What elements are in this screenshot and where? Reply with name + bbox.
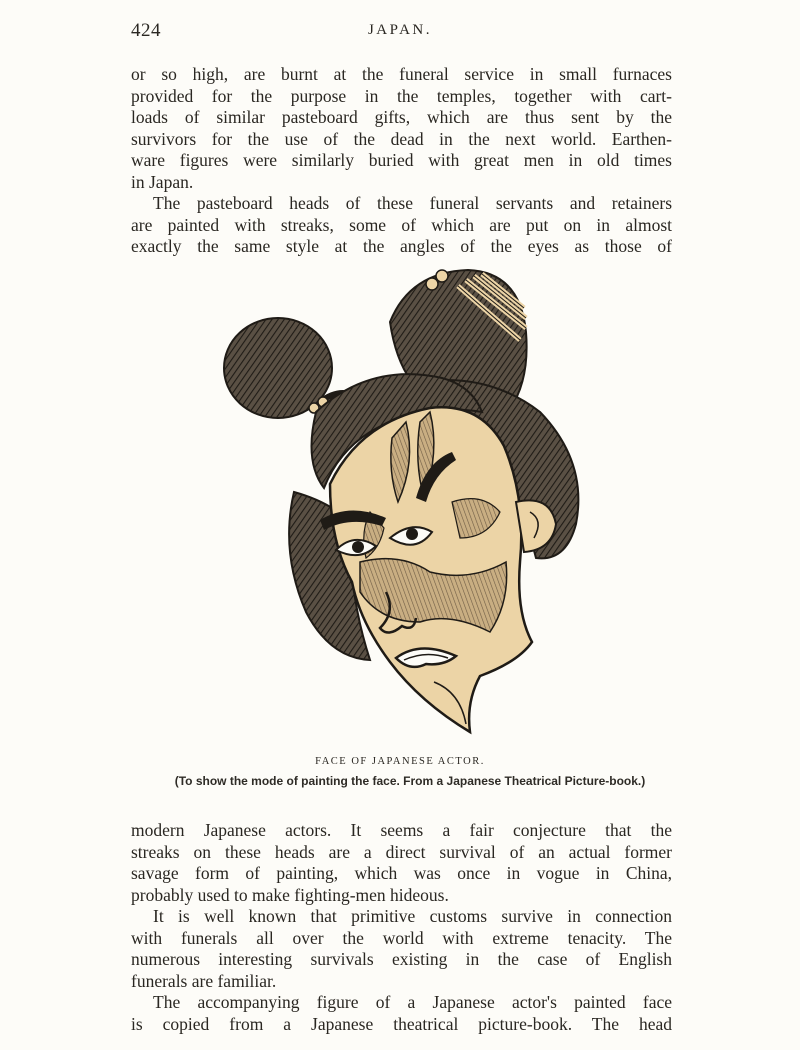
text-line: loads of similar pasteboard gifts, which are thus sent by the [131, 107, 672, 127]
text-line: provided for the purpose in the temples, together with cart- [131, 85, 672, 106]
text-line: streaks on these heads are a direct survival of an actual former [131, 841, 672, 862]
text-line: funerals are familiar. [131, 970, 277, 991]
figure-caption-title: FACE OF JAPANESE ACTOR. [315, 756, 485, 767]
text-line: modern Japanese actors. It seems a fair conjecture that the [131, 820, 672, 840]
actor-face-drawing [220, 262, 590, 744]
text-line: ware figures were similarly buried with great men in old times [131, 150, 672, 170]
actor-face-illustration [220, 262, 590, 744]
body-text-bottom [131, 820, 672, 1035]
text-line: numerous interesting survivals existing in the case of English [131, 949, 672, 969]
text-line: exactly the same style at the angles of the eyes as those of [131, 236, 672, 256]
text-line: in Japan. [131, 171, 194, 192]
page-number: 424 [131, 20, 161, 41]
text-line: is copied from a Japanese theatrical picture-book. The head [131, 1013, 672, 1034]
body-text-top [131, 64, 672, 258]
text-line: probably used to make fighting-men hideous. [131, 884, 449, 905]
figure-caption-note: (To show the mode of painting the face. From a Japanese Theatrical Picture-book.) [174, 774, 646, 788]
text-line: It is well known that primitive customs survive in connection [153, 906, 672, 926]
text-line: with funerals all over the world with extreme tenacity. The [131, 927, 672, 948]
text-line: savage form of painting, which was once in vogue in China, [131, 863, 672, 883]
text-line: The accompanying figure of a Japanese actor's painted face [153, 992, 672, 1012]
text-line: or so high, are burnt at the funeral service in small furnaces [131, 64, 672, 84]
running-head: JAPAN. [367, 22, 433, 38]
text-line: survivors for the use of the dead in the next world. Earthen- [131, 128, 672, 149]
text-line: are painted with streaks, some of which are put on in almost [131, 214, 672, 235]
text-line: The pasteboard heads of these funeral servants and retainers [153, 193, 672, 213]
